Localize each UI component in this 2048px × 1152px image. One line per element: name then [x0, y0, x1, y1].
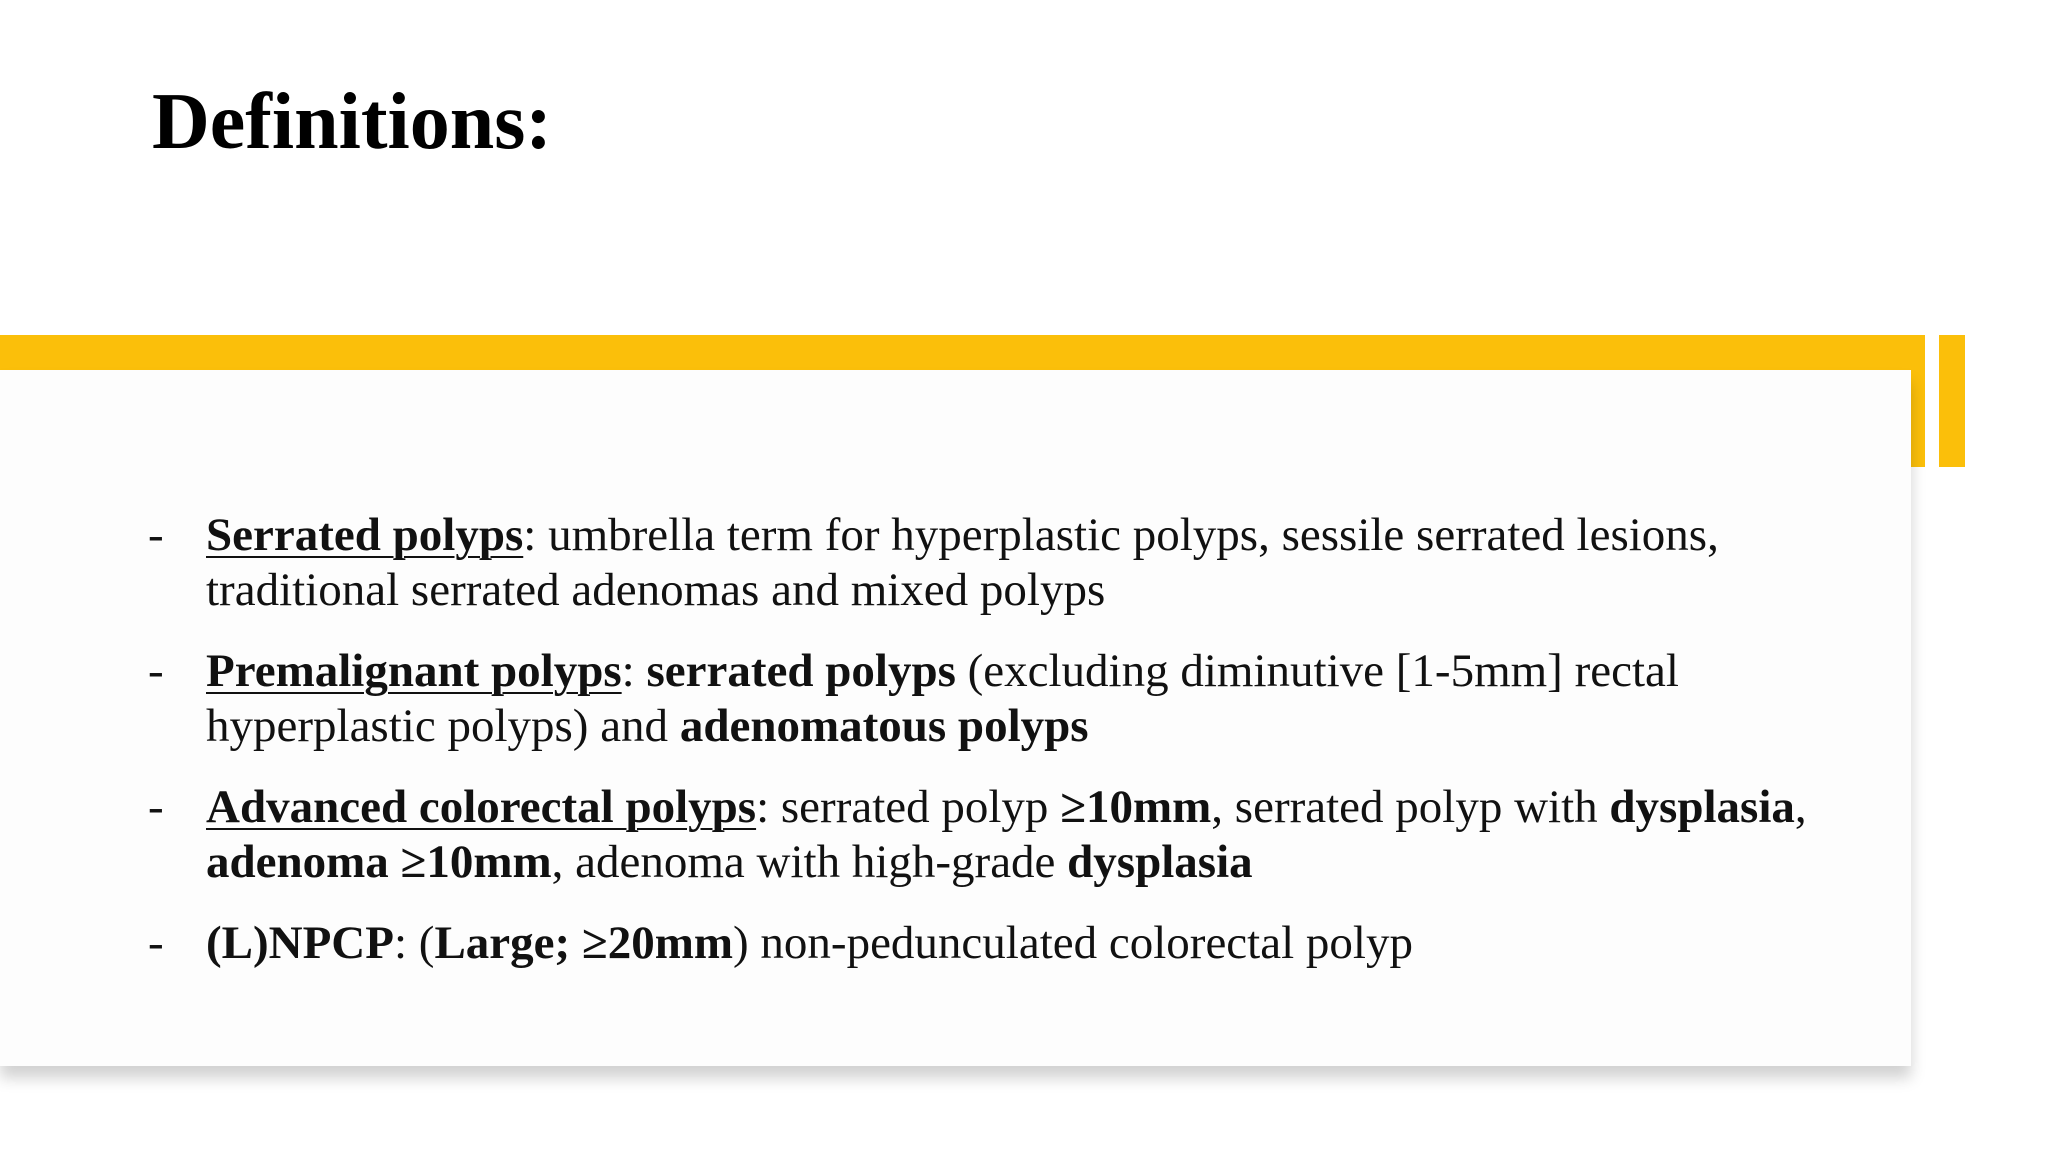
- list-item-serrated-polyps: [148, 508, 1868, 618]
- term-colon: :: [393, 917, 408, 969]
- term-premalignant-polyps: Premalignant polyps: [206, 645, 622, 697]
- slide-title: Definitions:: [152, 78, 552, 166]
- bullet-dash: -: [148, 917, 164, 969]
- bullet-dash: -: [148, 781, 164, 833]
- list-item-premalignant-polyps: [148, 644, 1868, 754]
- definition-text: ) non-pedunculated colorectal polyp: [733, 917, 1413, 969]
- term-colon: :: [756, 781, 770, 833]
- term-lnpcp: (L)NPCP: [206, 917, 394, 969]
- term-colon: :: [523, 509, 537, 561]
- accent-bar: [0, 335, 1925, 370]
- definition-text: [635, 645, 647, 697]
- definition-text: , serrated polyp with: [1211, 781, 1610, 833]
- definition-bold: adenomatous polyps: [679, 700, 1089, 752]
- term-colon: :: [621, 645, 635, 697]
- definitions-list: [148, 508, 1868, 997]
- definition-bold: dysplasia: [1609, 781, 1795, 833]
- definition-text: umbrella term for hyperplastic polyps, sessile serrated lesions, traditional serrated adenomas and mixed polyps: [206, 509, 1719, 616]
- accent-bar-right-inner: [1911, 335, 1925, 467]
- list-item-advanced-colorectal-polyps: [148, 780, 1868, 890]
- definition-text: ,: [1794, 781, 1807, 833]
- accent-bar-right-outer: [1939, 335, 1965, 467]
- definition-bold: Large; ≥20mm: [434, 917, 734, 969]
- definition-text: (: [407, 917, 435, 969]
- bullet-dash: -: [148, 645, 164, 697]
- definition-bold: adenoma ≥10mm: [206, 836, 552, 888]
- term-advanced-colorectal-polyps: Advanced colorectal polyps: [206, 781, 757, 833]
- definition-bold: serrated polyps: [646, 645, 956, 697]
- list-item-lnpcp: [148, 916, 1868, 971]
- definition-text: (excluding diminutive [1-5mm] rectal hyperplastic polyps) and: [206, 645, 1679, 752]
- definition-bold: ≥10mm: [1060, 781, 1212, 833]
- term-serrated-polyps: Serrated polyps: [206, 509, 524, 561]
- definition-bold: dysplasia: [1067, 836, 1253, 888]
- definition-text: , adenoma with high-grade: [551, 836, 1068, 888]
- bullet-dash: -: [148, 509, 164, 561]
- definition-text: serrated polyp: [769, 781, 1061, 833]
